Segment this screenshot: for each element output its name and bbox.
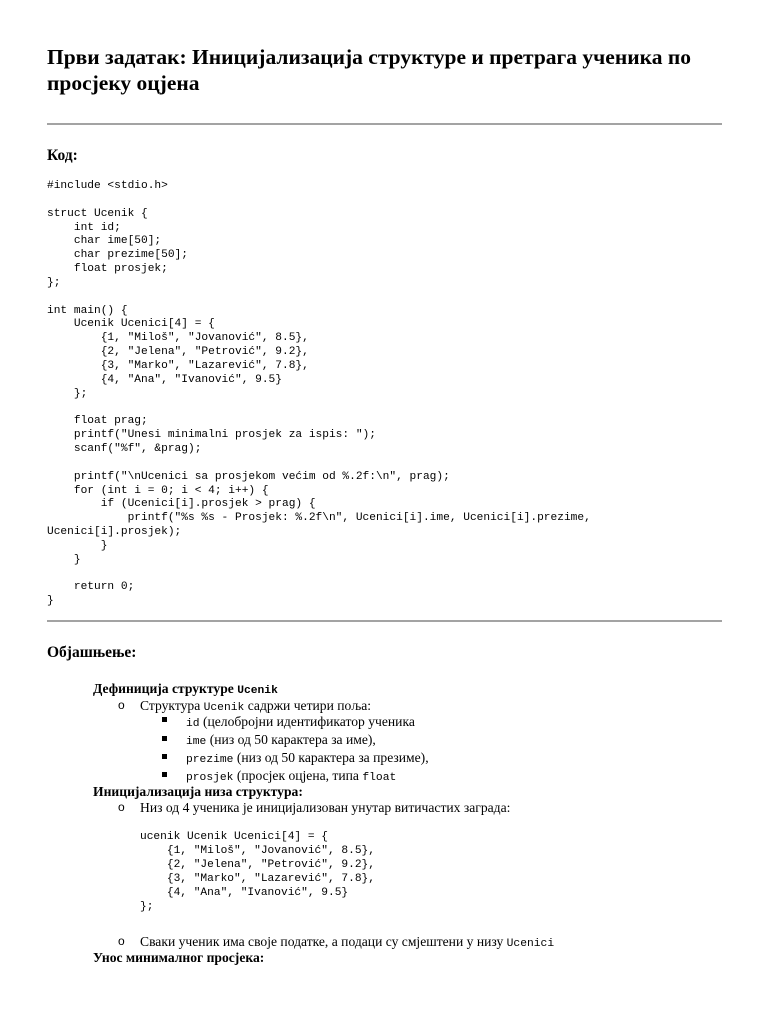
inline-code: Ucenici bbox=[506, 938, 555, 950]
horizontal-rule bbox=[47, 620, 722, 622]
inline-code: prezime bbox=[186, 754, 234, 766]
list-item-field-prosjek: prosjek (просјек оцјена, типа float bbox=[186, 768, 397, 784]
horizontal-rule bbox=[47, 123, 722, 125]
section-title: Иницијализација низа структура: bbox=[93, 784, 303, 799]
explanation-heading: Објашњење: bbox=[47, 644, 137, 661]
bullet-square-icon bbox=[162, 736, 167, 741]
inline-code: Ucenik bbox=[237, 685, 278, 697]
section-title: Дефиниција структуре bbox=[93, 681, 238, 696]
list-item-field-ime: ime (низ од 50 карактера за име), bbox=[186, 732, 376, 748]
list-item: Сваки ученик има своје податке, а подаци су смјештени у низу Ucenici bbox=[140, 934, 555, 950]
list-item-field-id: id (целобројни идентификатор ученика bbox=[186, 714, 415, 730]
code-block: ucenik Ucenik Ucenici[4] = { {1, "Miloš", "Jovanović", 8.5}, {2, "Jelena", "Petrović", 9.2}, {3, "Marko", "Lazarević", 7.8}, {4, "Ana", "Ivanović", 9.5} }; bbox=[140, 831, 375, 913]
section-min-average-input bbox=[93, 949, 264, 966]
bullet-circle-icon: o bbox=[118, 800, 125, 814]
list-item: Низ од 4 ученика је иницијализован унутар витичастих заграда: bbox=[140, 800, 511, 815]
page-title: Први задатак: Иницијализација структуре и претрага ученика по просјеку оцјена bbox=[47, 45, 691, 95]
bullet-circle-icon: o bbox=[118, 698, 125, 712]
inline-code: prosjek bbox=[186, 772, 234, 784]
inline-code: float bbox=[362, 772, 397, 784]
section-array-init bbox=[93, 783, 303, 800]
list-item: Структура Ucenik садржи четири поља: bbox=[140, 698, 372, 714]
code-heading: Код: bbox=[47, 147, 78, 164]
bullet-square-icon bbox=[162, 717, 167, 722]
inline-code: Ucenik bbox=[203, 702, 245, 714]
code-block: #include <stdio.h> struct Ucenik { int id; char ime[50]; char prezime[50]; float prosjek; }; int main() { Ucenik Ucenici[4] = { {1, "Miloš", "Jovanović", 8.5}, {2, "Jelena", "Petrović", 9.2}, {3, "Marko", "Lazarević", 7.8}, {4, "Ana", "Ivanović", 9.5} }; float prag; printf("Unesi minimalni prosjek za ispis: "); scanf("%f", &prag); printf("\nUcenici sa prosjekom većim od %.2f:\n", prag); for (int i = 0; i < 4; i++) { if (Ucenici[i].prosjek > prag) { printf("%s %s - Prosjek: %.2f\n", Ucenici[i].ime, Ucenici[i].prezime, Ucenici[i].prosjek); } } return 0; } bbox=[47, 180, 591, 608]
inline-code: ime bbox=[186, 736, 207, 748]
bullet-circle-icon: o bbox=[118, 934, 125, 948]
list-item-field-prezime: prezime (низ од 50 карактера за презиме), bbox=[186, 750, 429, 766]
section-title: Унос минималног просјека: bbox=[93, 950, 265, 965]
bullet-square-icon bbox=[162, 754, 167, 759]
bullet-square-icon bbox=[162, 772, 167, 777]
inline-code: id bbox=[186, 718, 200, 730]
